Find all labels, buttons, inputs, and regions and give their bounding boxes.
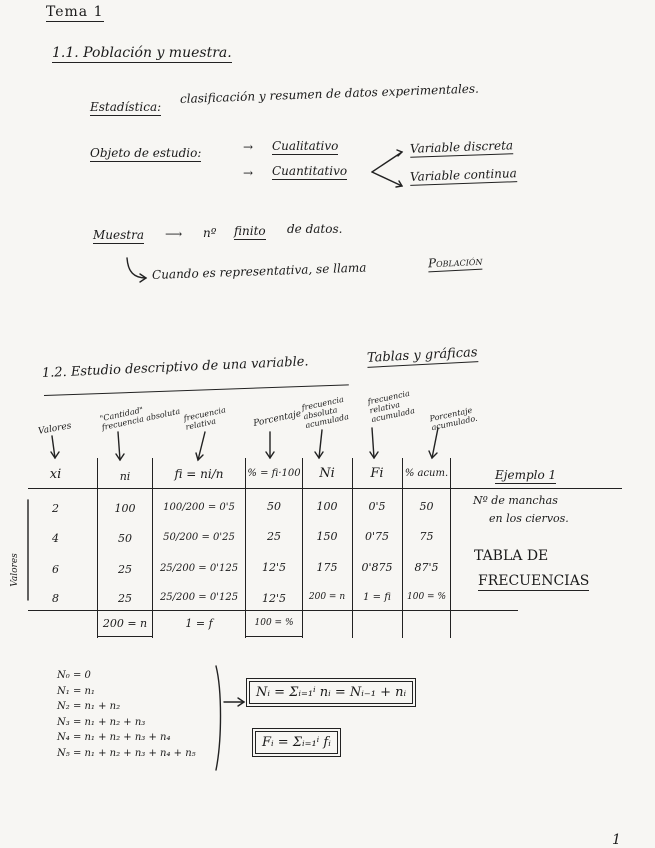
total-n: 200 = n	[102, 617, 148, 630]
variable-continua: Variable continua	[409, 166, 518, 184]
table-cell: 100 = %	[407, 592, 446, 602]
estadistica-term: Estadística:	[90, 100, 162, 114]
variable-discreta: Variable discreta	[409, 138, 514, 156]
tabla-label-1: TABLA DE	[474, 548, 549, 564]
hook-arrow	[127, 258, 146, 278]
table-cell: 50/200 = 0'25	[163, 532, 235, 543]
table-cell: 12'5	[261, 592, 287, 605]
annotation-frec-abs-acum: frecuencia absoluta acumulada	[300, 394, 350, 431]
representativa-text: Cuando es representativa, se llama	[151, 260, 367, 282]
ejemplo-heading: Ejemplo 1	[495, 468, 557, 482]
cualitativo-label: Cualitativo	[272, 139, 339, 153]
right-arrow-icon: →	[243, 166, 254, 180]
table-cell: 25/200 = 0'125	[159, 592, 239, 603]
table-cell: 2	[52, 502, 59, 515]
page-number: 1	[612, 832, 621, 848]
table-cell: 12'5	[261, 561, 287, 574]
table-cell: 50	[419, 500, 434, 513]
table-cell: 100/200 = 0'5	[163, 502, 235, 513]
header-ni: ni	[119, 470, 131, 483]
header-fi: fi = ni/n	[174, 467, 224, 481]
table-cell: 0'75	[364, 530, 390, 543]
side-label-valores: Valores	[9, 553, 20, 587]
muestra-def-post: de datos.	[287, 222, 343, 236]
section2-title: 1.2. Estudio descriptivo de una variable.	[41, 354, 309, 381]
table-cell: 100	[316, 500, 338, 513]
table-cell: 25	[118, 592, 132, 605]
table-cell: 1 = fi	[363, 592, 391, 603]
header-Fi: Fi	[370, 466, 384, 481]
table-cell: 50	[267, 500, 281, 513]
right-arrow-icon: →	[243, 140, 254, 154]
formula-line: N₁ = n₁	[57, 685, 95, 697]
header-percent: % = fi·100	[247, 468, 301, 479]
formula-Ni: Nᵢ = Σᵢ₌₁ⁱ nᵢ = Nᵢ₋₁ + nᵢ	[249, 681, 413, 704]
formula-line: N₃ = n₁ + n₂ + n₃	[57, 716, 146, 728]
annotation-porc-acum: Porcentaje acumulado.	[428, 405, 479, 433]
annotation-porcentaje: Porcentaje	[252, 409, 303, 429]
table-cell: 0'875	[361, 561, 393, 574]
header-xi: xi	[49, 467, 62, 482]
header-percent-acum: % acum.	[404, 468, 449, 479]
table-cell: 0'5	[368, 500, 386, 513]
table-cell: 25	[267, 530, 281, 543]
split-arrow-up	[372, 152, 402, 172]
tabla-label-2: FRECUENCIAS	[478, 573, 590, 589]
table-cell: 25	[118, 563, 132, 576]
annotation-frec-rel-acum: frecuencia relativa acumulada	[366, 388, 416, 425]
muestra-def-finito: finito	[234, 224, 266, 238]
table-cell: 150	[316, 530, 338, 543]
objeto-label: Objeto de estudio:	[90, 146, 202, 160]
tema-heading: Tema 1	[46, 4, 104, 20]
formula-brace	[216, 666, 221, 770]
table-cell: 4	[52, 532, 59, 545]
muestra-label: Muestra	[93, 228, 144, 242]
table-cell: 50	[118, 532, 132, 545]
formula-line: N₂ = n₁ + n₂	[57, 701, 121, 712]
formula-line: N₀ = 0	[57, 670, 91, 681]
header-Ni: Ni	[319, 466, 335, 481]
annotation-cantidad: "Cantidad" frecuencia absoluta	[99, 405, 181, 433]
ejemplo-text-2: en los ciervos.	[489, 512, 569, 525]
section1-title: 1.1. Población y muestra.	[52, 45, 232, 61]
table-cell: 175	[316, 561, 338, 574]
total-f: 1 = f	[185, 617, 213, 630]
poblacion-term: Población	[427, 253, 483, 271]
estadistica-definition: clasificación y resumen de datos experimentales.	[179, 81, 480, 106]
table-cell: 6	[52, 563, 59, 576]
table-cell: 100	[114, 502, 136, 515]
formula-line: N₅ = n₁ + n₂ + n₃ + n₄ + n₅	[57, 747, 196, 759]
muestra-def-pre: nº	[203, 226, 217, 240]
ejemplo-text-1: Nº de manchas	[473, 494, 558, 507]
annotation-frec-relativa: frecuencia relativa	[182, 405, 227, 432]
table-cell: 87'5	[414, 561, 439, 574]
split-arrow-down	[372, 172, 402, 186]
table-cell: 200 = n	[308, 592, 346, 602]
annotation-valores: Valores	[37, 421, 73, 437]
long-arrow-icon: ⟶	[165, 227, 183, 241]
formula-line: N₄ = n₁ + n₂ + n₃ + n₄	[57, 732, 171, 743]
cuantitativo-label: Cuantitativo	[272, 164, 348, 178]
total-percent: 100 = %	[254, 618, 294, 628]
table-cell: 25/200 = 0'125	[159, 563, 239, 574]
formula-Fi: Fᵢ = Σᵢ₌₁ⁱ fᵢ	[255, 731, 338, 754]
table-cell: 75	[419, 530, 434, 543]
section2-title-tablas: Tablas y gráficas	[366, 345, 478, 366]
table-cell: 8	[52, 592, 59, 605]
